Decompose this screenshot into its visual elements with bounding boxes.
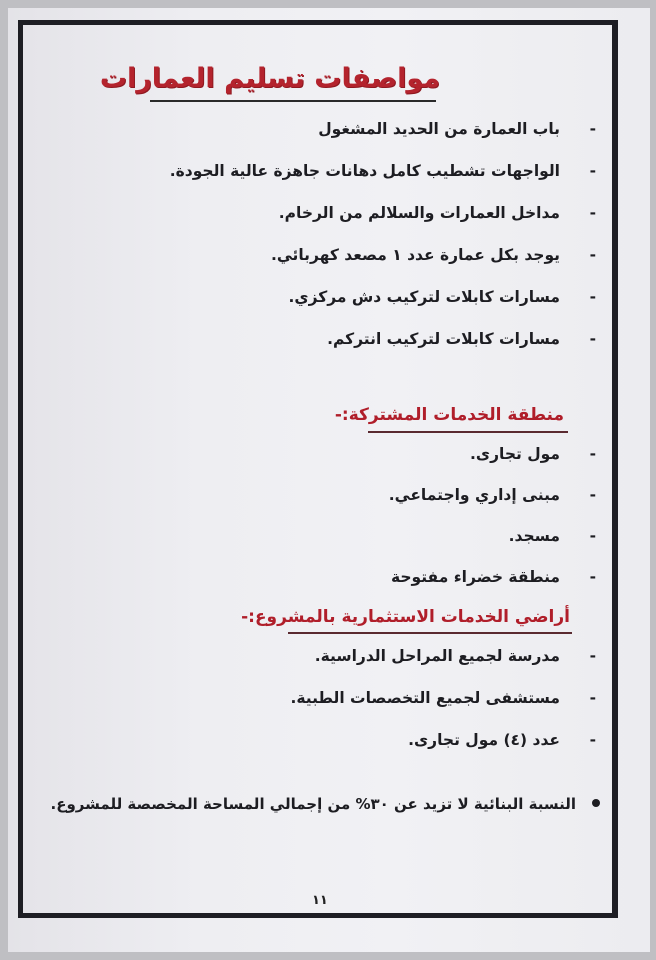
dash-marker: - [589, 527, 596, 545]
dash-marker: - [589, 731, 596, 749]
building-ratio-note: النسبة البنائية لا تزيد عن ٣٠% من إجمالي المساحة المخصصة للمشروع. [50, 795, 576, 813]
investment-services-heading: أراضي الخدمات الاستثمارية بالمشروع:- [241, 607, 570, 627]
list-item [389, 568, 596, 609]
list-item-text: الواجهات تشطيب كامل دهانات جاهزة عالية الجودة. [169, 162, 560, 180]
dash-marker: - [589, 288, 596, 306]
list-item [389, 445, 596, 486]
dash-marker: - [589, 689, 596, 707]
investment-services-underline [288, 632, 572, 634]
page-number: ١١ [312, 893, 328, 908]
list-item [290, 731, 596, 773]
shared-services-heading: منطقة الخدمات المشتركة:- [334, 405, 564, 425]
dash-marker: - [589, 246, 596, 264]
list-item-text: مسارات كابلات لتركيب دش مركزي. [288, 288, 560, 306]
list-item-text: مدرسة لجميع المراحل الدراسية. [314, 647, 560, 665]
shared-services-list [388, 445, 596, 609]
list-item-text: مسجد. [508, 527, 560, 545]
list-item-text: مستشفى لجميع التخصصات الطبية. [290, 689, 560, 707]
list-item [290, 647, 596, 689]
list-item-text: باب العمارة من الحديد المشغول [318, 120, 560, 138]
dash-marker: - [589, 486, 596, 504]
list-item [389, 527, 596, 568]
list-item-text: عدد (٤) مول تجارى. [408, 731, 560, 749]
dash-marker: - [589, 330, 596, 348]
list-item-text: يوجد بكل عمارة عدد ١ مصعد كهربائي. [270, 246, 560, 264]
dash-marker: - [589, 568, 596, 586]
dash-marker: - [589, 445, 596, 463]
building-specs-list [169, 120, 596, 372]
list-item [170, 288, 596, 330]
list-item [170, 330, 596, 372]
dash-marker: - [589, 204, 596, 222]
list-item-text: منطقة خضراء مفتوحة [390, 568, 560, 586]
list-item [170, 204, 596, 246]
list-item-text: مسارات كابلات لتركيب انتركم. [327, 330, 560, 348]
list-item-text: مبنى إداري واجتماعي. [388, 486, 560, 504]
list-item [170, 246, 596, 288]
list-item [169, 162, 596, 204]
list-item [170, 120, 596, 162]
list-item [388, 486, 596, 527]
dash-marker: - [589, 120, 596, 138]
dash-marker: - [589, 162, 596, 180]
page-title: مواصفات تسليم العمارات [99, 63, 440, 94]
investment-services-list [290, 647, 596, 773]
shared-services-underline [368, 431, 568, 433]
list-item-text: مداخل العمارات والسلالم من الرخام. [278, 204, 560, 222]
bullet-icon [592, 799, 600, 807]
title-underline [150, 100, 436, 102]
list-item [290, 689, 596, 731]
list-item-text: مول تجارى. [470, 445, 560, 463]
dash-marker: - [589, 647, 596, 665]
